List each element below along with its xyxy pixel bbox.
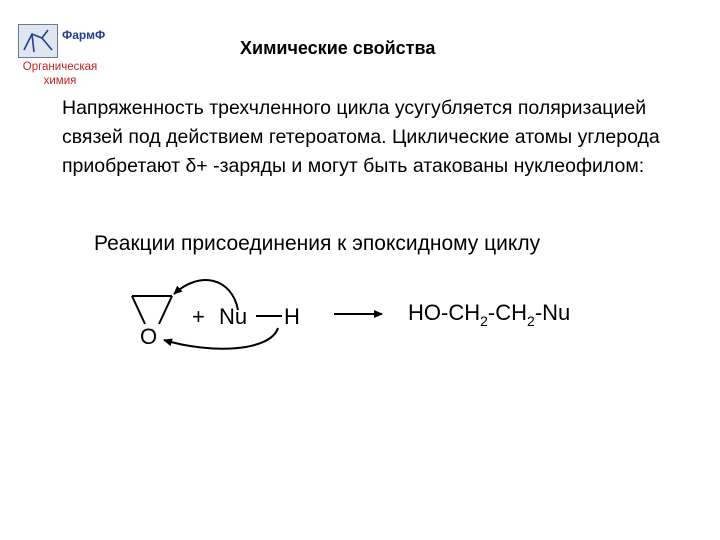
plus-sign: +: [192, 304, 205, 329]
logo-brand: ФармФ: [62, 28, 106, 42]
body-paragraph: Напряженность трехчленного цикла усугубляется поляризацией связей под действием гетероатома. Циклические атомы углерода приобретают δ+ -заряды и могут быть атакованы нуклеофилом:: [62, 97, 660, 177]
oxygen-atom: O: [140, 324, 158, 349]
slide-title: Химические свойства: [240, 38, 436, 58]
scheme-title: Реакции присоединения к эпоксидному циклу: [94, 232, 541, 255]
hydrogen-atom: H: [284, 304, 300, 329]
logo-subtitle: Органическая химия: [22, 61, 98, 87]
reaction-scheme: [120, 270, 620, 360]
nucleophile: Nu: [219, 304, 248, 329]
pharm-logo-icon: [18, 24, 58, 58]
product-formula: $HO-CH_2-CH_2-Nu$: [408, 300, 571, 329]
